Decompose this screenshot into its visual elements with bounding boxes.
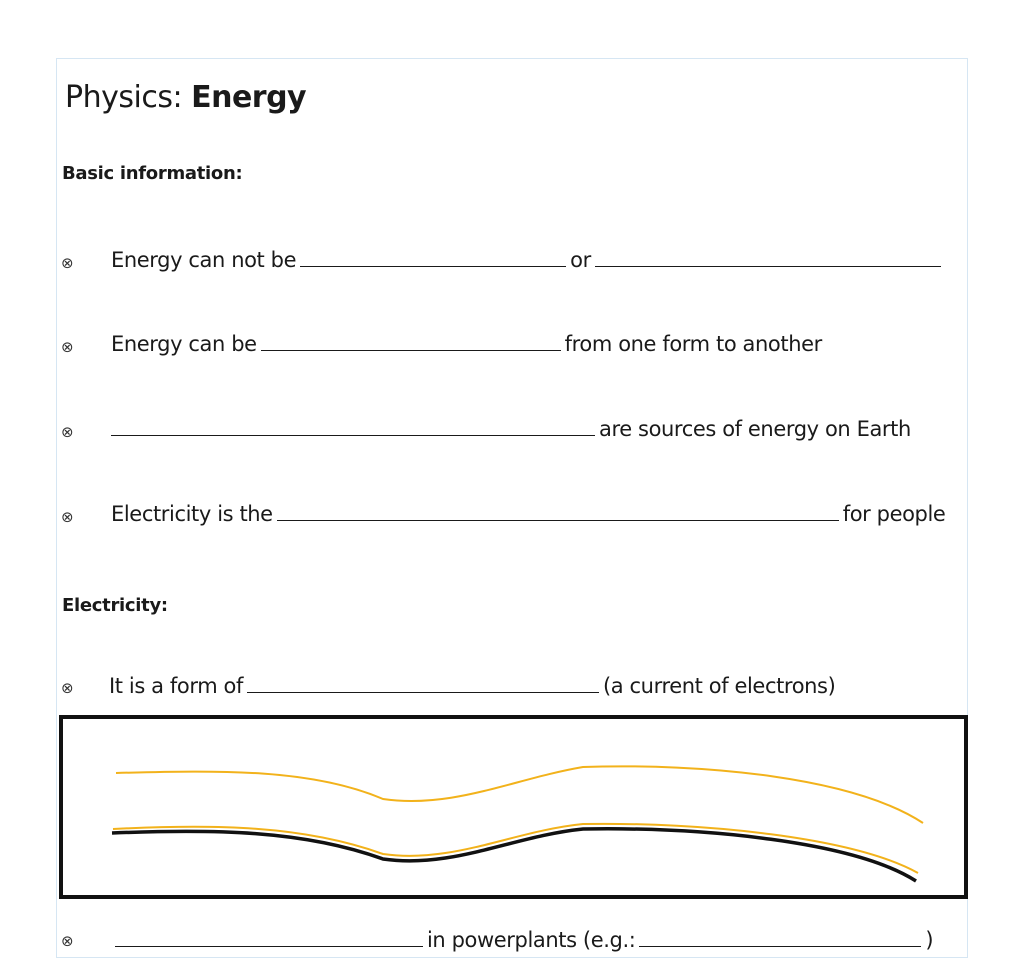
fill-in-item-5 (109, 670, 835, 700)
bullet-icon: ⊗ (61, 423, 74, 441)
bullet-icon: ⊗ (61, 254, 74, 272)
fill-in-item-1 (111, 244, 945, 274)
bullet-icon: ⊗ (61, 508, 74, 526)
fill-in-item-6 (111, 924, 933, 954)
wire-insulation-top (116, 766, 923, 823)
blank-field[interactable] (111, 413, 595, 436)
section-heading-basic: Basic information: (62, 163, 243, 184)
item-text: from one form to another (564, 332, 822, 356)
title-subject: Energy (191, 80, 307, 115)
blank-field[interactable] (261, 328, 561, 351)
blank-field[interactable] (277, 498, 839, 521)
item-text: Energy can not be (111, 248, 297, 272)
item-text: (a current of electrons) (602, 674, 836, 698)
item-text: It is a form of (109, 674, 243, 698)
fill-in-item-4 (111, 498, 945, 528)
item-text: or (570, 248, 591, 272)
item-text: ) (925, 928, 934, 952)
item-text: in powerplants (e.g.: (427, 928, 636, 952)
wire-diagram (59, 715, 968, 899)
bullet-icon: ⊗ (61, 679, 74, 697)
blank-field[interactable] (595, 244, 941, 267)
wire-drawing (63, 719, 964, 895)
bullet-icon: ⊗ (61, 338, 74, 356)
blank-field[interactable] (247, 670, 599, 693)
fill-in-item-3 (107, 413, 911, 443)
item-text: for people (842, 502, 946, 526)
item-text: are sources of energy on Earth (599, 417, 911, 441)
item-text: Energy can be (111, 332, 257, 356)
fill-in-item-2 (111, 328, 822, 358)
bullet-icon: ⊗ (61, 932, 74, 950)
page-title (65, 80, 306, 116)
blank-field[interactable] (300, 244, 566, 267)
title-prefix: Physics: (65, 80, 192, 115)
section-heading-electricity: Electricity: (62, 595, 168, 616)
item-text: Electricity is the (111, 502, 273, 526)
